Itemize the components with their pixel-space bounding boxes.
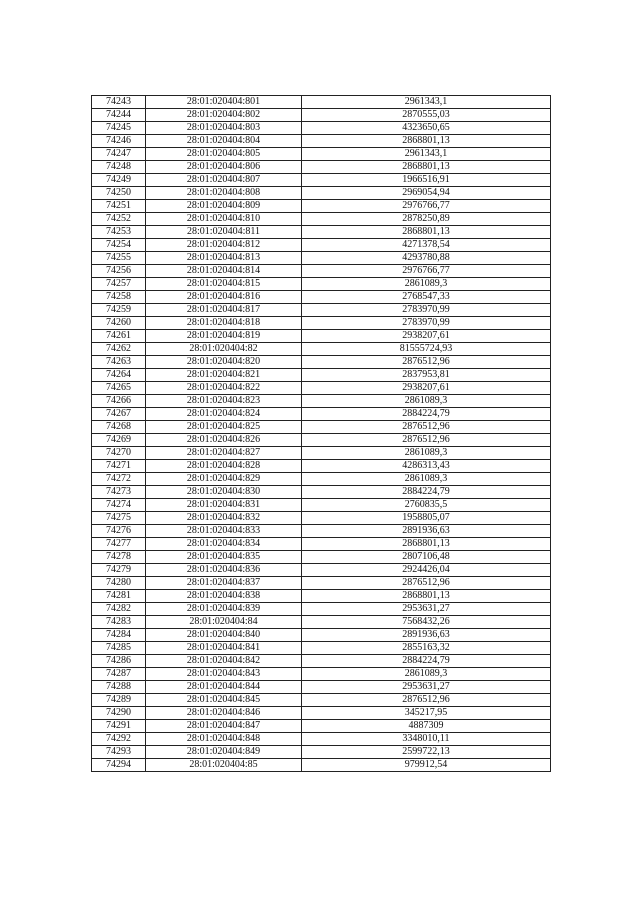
cadastral-number-cell: 28:01:020404:801	[146, 96, 302, 109]
cadastral-value-cell: 2961343,1	[302, 96, 551, 109]
cadastral-value-cell: 2924426,04	[302, 564, 551, 577]
cadastral-number-cell: 28:01:020404:835	[146, 551, 302, 564]
cadastral-number-cell: 28:01:020404:838	[146, 590, 302, 603]
cadastral-value-cell: 2760835,5	[302, 499, 551, 512]
cadastral-number-cell: 28:01:020404:819	[146, 330, 302, 343]
table-row	[92, 200, 551, 213]
row-number-cell: 74262	[92, 343, 146, 356]
cadastral-number-cell: 28:01:020404:826	[146, 434, 302, 447]
cadastral-number-cell: 28:01:020404:827	[146, 447, 302, 460]
cadastral-number-cell: 28:01:020404:802	[146, 109, 302, 122]
cadastral-value-cell: 2876512,96	[302, 694, 551, 707]
row-number-cell: 74291	[92, 720, 146, 733]
cadastral-value-cell: 2783970,99	[302, 317, 551, 330]
table-row	[92, 733, 551, 746]
cadastral-value-cell: 2868801,13	[302, 135, 551, 148]
cadastral-value-cell: 2876512,96	[302, 356, 551, 369]
table-row	[92, 148, 551, 161]
row-number-cell: 74278	[92, 551, 146, 564]
table-row	[92, 135, 551, 148]
cadastral-value-cell: 2868801,13	[302, 161, 551, 174]
table-row	[92, 447, 551, 460]
row-number-cell: 74288	[92, 681, 146, 694]
cadastral-number-cell: 28:01:020404:843	[146, 668, 302, 681]
row-number-cell: 74249	[92, 174, 146, 187]
cadastral-number-cell: 28:01:020404:847	[146, 720, 302, 733]
table-row	[92, 187, 551, 200]
cadastral-number-cell: 28:01:020404:85	[146, 759, 302, 772]
table-row	[92, 330, 551, 343]
cadastral-number-cell: 28:01:020404:823	[146, 395, 302, 408]
cadastral-number-cell: 28:01:020404:822	[146, 382, 302, 395]
cadastral-value-cell: 2891936,63	[302, 525, 551, 538]
table-row	[92, 551, 551, 564]
table-row	[92, 317, 551, 330]
row-number-cell: 74294	[92, 759, 146, 772]
table-row	[92, 343, 551, 356]
row-number-cell: 74279	[92, 564, 146, 577]
cadastral-number-cell: 28:01:020404:806	[146, 161, 302, 174]
cadastral-value-cell: 2783970,99	[302, 304, 551, 317]
cadastral-number-cell: 28:01:020404:817	[146, 304, 302, 317]
row-number-cell: 74281	[92, 590, 146, 603]
cadastral-value-cell: 345217,95	[302, 707, 551, 720]
cadastral-value-cell: 979912,54	[302, 759, 551, 772]
cadastral-number-cell: 28:01:020404:832	[146, 512, 302, 525]
cadastral-number-cell: 28:01:020404:84	[146, 616, 302, 629]
row-number-cell: 74256	[92, 265, 146, 278]
table-row	[92, 304, 551, 317]
cadastral-number-cell: 28:01:020404:830	[146, 486, 302, 499]
cadastral-value-cell: 81555724,93	[302, 343, 551, 356]
row-number-cell: 74257	[92, 278, 146, 291]
cadastral-value-cell: 2884224,79	[302, 486, 551, 499]
table-row	[92, 239, 551, 252]
cadastral-number-cell: 28:01:020404:810	[146, 213, 302, 226]
cadastral-number-cell: 28:01:020404:848	[146, 733, 302, 746]
table-row	[92, 642, 551, 655]
cadastral-value-cell: 2861089,3	[302, 278, 551, 291]
cadastral-number-cell: 28:01:020404:803	[146, 122, 302, 135]
table-row	[92, 590, 551, 603]
row-number-cell: 74246	[92, 135, 146, 148]
row-number-cell: 74280	[92, 577, 146, 590]
cadastral-value-cell: 2868801,13	[302, 226, 551, 239]
cadastral-value-cell: 2868801,13	[302, 538, 551, 551]
table-row	[92, 278, 551, 291]
cadastral-number-cell: 28:01:020404:812	[146, 239, 302, 252]
table-row	[92, 395, 551, 408]
table-row	[92, 603, 551, 616]
cadastral-value-cell: 2870555,03	[302, 109, 551, 122]
cadastral-value-cell: 2938207,61	[302, 330, 551, 343]
table-row	[92, 655, 551, 668]
cadastral-value-cell: 2976766,77	[302, 200, 551, 213]
cadastral-value-cell: 3348010,11	[302, 733, 551, 746]
table-row	[92, 564, 551, 577]
cadastral-number-cell: 28:01:020404:844	[146, 681, 302, 694]
table-row	[92, 356, 551, 369]
table-row	[92, 213, 551, 226]
row-number-cell: 74259	[92, 304, 146, 317]
table-row	[92, 473, 551, 486]
table-row	[92, 681, 551, 694]
cadastral-number-cell: 28:01:020404:828	[146, 460, 302, 473]
cadastral-number-cell: 28:01:020404:825	[146, 421, 302, 434]
cadastral-value-cell: 2953631,27	[302, 603, 551, 616]
cadastral-value-cell: 4286313,43	[302, 460, 551, 473]
row-number-cell: 74276	[92, 525, 146, 538]
table-row	[92, 174, 551, 187]
cadastral-value-cell: 2876512,96	[302, 421, 551, 434]
cadastral-number-cell: 28:01:020404:845	[146, 694, 302, 707]
cadastral-value-cell: 1966516,91	[302, 174, 551, 187]
row-number-cell: 74268	[92, 421, 146, 434]
row-number-cell: 74244	[92, 109, 146, 122]
row-number-cell: 74274	[92, 499, 146, 512]
table-row	[92, 577, 551, 590]
cadastral-value-cell: 2976766,77	[302, 265, 551, 278]
table-row	[92, 421, 551, 434]
cadastral-value-cell: 2861089,3	[302, 447, 551, 460]
table-row	[92, 122, 551, 135]
table-row	[92, 499, 551, 512]
row-number-cell: 74285	[92, 642, 146, 655]
cadastral-value-cell: 2768547,33	[302, 291, 551, 304]
cadastral-number-cell: 28:01:020404:805	[146, 148, 302, 161]
cadastral-value-cell: 2953631,27	[302, 681, 551, 694]
cadastral-value-cell: 4323650,65	[302, 122, 551, 135]
row-number-cell: 74284	[92, 629, 146, 642]
cadastral-value-cell: 2868801,13	[302, 590, 551, 603]
cadastral-value-cell: 2837953,81	[302, 369, 551, 382]
cadastral-value-cell: 2969054,94	[302, 187, 551, 200]
row-number-cell: 74251	[92, 200, 146, 213]
row-number-cell: 74282	[92, 603, 146, 616]
row-number-cell: 74245	[92, 122, 146, 135]
cadastral-value-cell: 2878250,89	[302, 213, 551, 226]
table-row	[92, 486, 551, 499]
row-number-cell: 74261	[92, 330, 146, 343]
row-number-cell: 74243	[92, 96, 146, 109]
cadastral-number-cell: 28:01:020404:842	[146, 655, 302, 668]
row-number-cell: 74283	[92, 616, 146, 629]
row-number-cell: 74269	[92, 434, 146, 447]
cadastral-value-cell: 2599722,13	[302, 746, 551, 759]
table-row	[92, 226, 551, 239]
cadastral-number-cell: 28:01:020404:809	[146, 200, 302, 213]
row-number-cell: 74255	[92, 252, 146, 265]
cadastral-number-cell: 28:01:020404:804	[146, 135, 302, 148]
cadastral-value-cell: 2884224,79	[302, 655, 551, 668]
row-number-cell: 74266	[92, 395, 146, 408]
row-number-cell: 74247	[92, 148, 146, 161]
table-row	[92, 408, 551, 421]
table-row	[92, 694, 551, 707]
row-number-cell: 74286	[92, 655, 146, 668]
cadastral-number-cell: 28:01:020404:840	[146, 629, 302, 642]
table-row	[92, 759, 551, 772]
row-number-cell: 74267	[92, 408, 146, 421]
cadastral-value-cell: 2884224,79	[302, 408, 551, 421]
table-row	[92, 252, 551, 265]
cadastral-value-cell: 2876512,96	[302, 434, 551, 447]
table-row	[92, 616, 551, 629]
cadastral-number-cell: 28:01:020404:813	[146, 252, 302, 265]
cadastral-value-cell: 2861089,3	[302, 473, 551, 486]
table-body	[92, 96, 551, 772]
table-row	[92, 434, 551, 447]
row-number-cell: 74250	[92, 187, 146, 200]
table-row	[92, 382, 551, 395]
cadastral-number-cell: 28:01:020404:849	[146, 746, 302, 759]
cadastral-value-cell: 2938207,61	[302, 382, 551, 395]
cadastral-value-cell: 1958805,07	[302, 512, 551, 525]
cadastral-number-cell: 28:01:020404:839	[146, 603, 302, 616]
cadastral-number-cell: 28:01:020404:815	[146, 278, 302, 291]
cadastral-number-cell: 28:01:020404:846	[146, 707, 302, 720]
table-row	[92, 668, 551, 681]
cadastral-value-cell: 2861089,3	[302, 395, 551, 408]
cadastral-number-cell: 28:01:020404:841	[146, 642, 302, 655]
table-row	[92, 291, 551, 304]
row-number-cell: 74265	[92, 382, 146, 395]
cadastral-number-cell: 28:01:020404:816	[146, 291, 302, 304]
row-number-cell: 74277	[92, 538, 146, 551]
cadastral-value-cell: 4887309	[302, 720, 551, 733]
table-row	[92, 707, 551, 720]
cadastral-value-cell: 2891936,63	[302, 629, 551, 642]
table-row	[92, 629, 551, 642]
row-number-cell: 74260	[92, 317, 146, 330]
row-number-cell: 74248	[92, 161, 146, 174]
table-row	[92, 538, 551, 551]
cadastral-number-cell: 28:01:020404:834	[146, 538, 302, 551]
row-number-cell: 74289	[92, 694, 146, 707]
cadastral-number-cell: 28:01:020404:829	[146, 473, 302, 486]
cadastral-number-cell: 28:01:020404:818	[146, 317, 302, 330]
row-number-cell: 74253	[92, 226, 146, 239]
cadastral-value-cell: 2855163,32	[302, 642, 551, 655]
table-row	[92, 96, 551, 109]
table-row	[92, 512, 551, 525]
cadastral-value-cell: 4271378,54	[302, 239, 551, 252]
cadastral-number-cell: 28:01:020404:807	[146, 174, 302, 187]
table-row	[92, 720, 551, 733]
table-row	[92, 460, 551, 473]
table-row	[92, 525, 551, 538]
row-number-cell: 74264	[92, 369, 146, 382]
cadastral-value-cell: 2807106,48	[302, 551, 551, 564]
row-number-cell: 74293	[92, 746, 146, 759]
cadastral-number-cell: 28:01:020404:814	[146, 265, 302, 278]
table-row	[92, 746, 551, 759]
cadastral-value-cell: 2961343,1	[302, 148, 551, 161]
row-number-cell: 74290	[92, 707, 146, 720]
row-number-cell: 74258	[92, 291, 146, 304]
cadastral-value-table	[91, 95, 551, 772]
cadastral-value-cell: 2876512,96	[302, 577, 551, 590]
cadastral-number-cell: 28:01:020404:811	[146, 226, 302, 239]
row-number-cell: 74292	[92, 733, 146, 746]
row-number-cell: 74252	[92, 213, 146, 226]
row-number-cell: 74273	[92, 486, 146, 499]
cadastral-value-cell: 4293780,88	[302, 252, 551, 265]
row-number-cell: 74275	[92, 512, 146, 525]
table-row	[92, 109, 551, 122]
row-number-cell: 74272	[92, 473, 146, 486]
cadastral-number-cell: 28:01:020404:831	[146, 499, 302, 512]
cadastral-value-cell: 7568432,26	[302, 616, 551, 629]
cadastral-number-cell: 28:01:020404:837	[146, 577, 302, 590]
cadastral-number-cell: 28:01:020404:824	[146, 408, 302, 421]
table-row	[92, 265, 551, 278]
cadastral-number-cell: 28:01:020404:836	[146, 564, 302, 577]
table-row	[92, 369, 551, 382]
table-row	[92, 161, 551, 174]
row-number-cell: 74254	[92, 239, 146, 252]
cadastral-number-cell: 28:01:020404:833	[146, 525, 302, 538]
cadastral-number-cell: 28:01:020404:820	[146, 356, 302, 369]
row-number-cell: 74287	[92, 668, 146, 681]
cadastral-number-cell: 28:01:020404:821	[146, 369, 302, 382]
row-number-cell: 74270	[92, 447, 146, 460]
cadastral-number-cell: 28:01:020404:82	[146, 343, 302, 356]
cadastral-value-cell: 2861089,3	[302, 668, 551, 681]
row-number-cell: 74263	[92, 356, 146, 369]
cadastral-number-cell: 28:01:020404:808	[146, 187, 302, 200]
row-number-cell: 74271	[92, 460, 146, 473]
